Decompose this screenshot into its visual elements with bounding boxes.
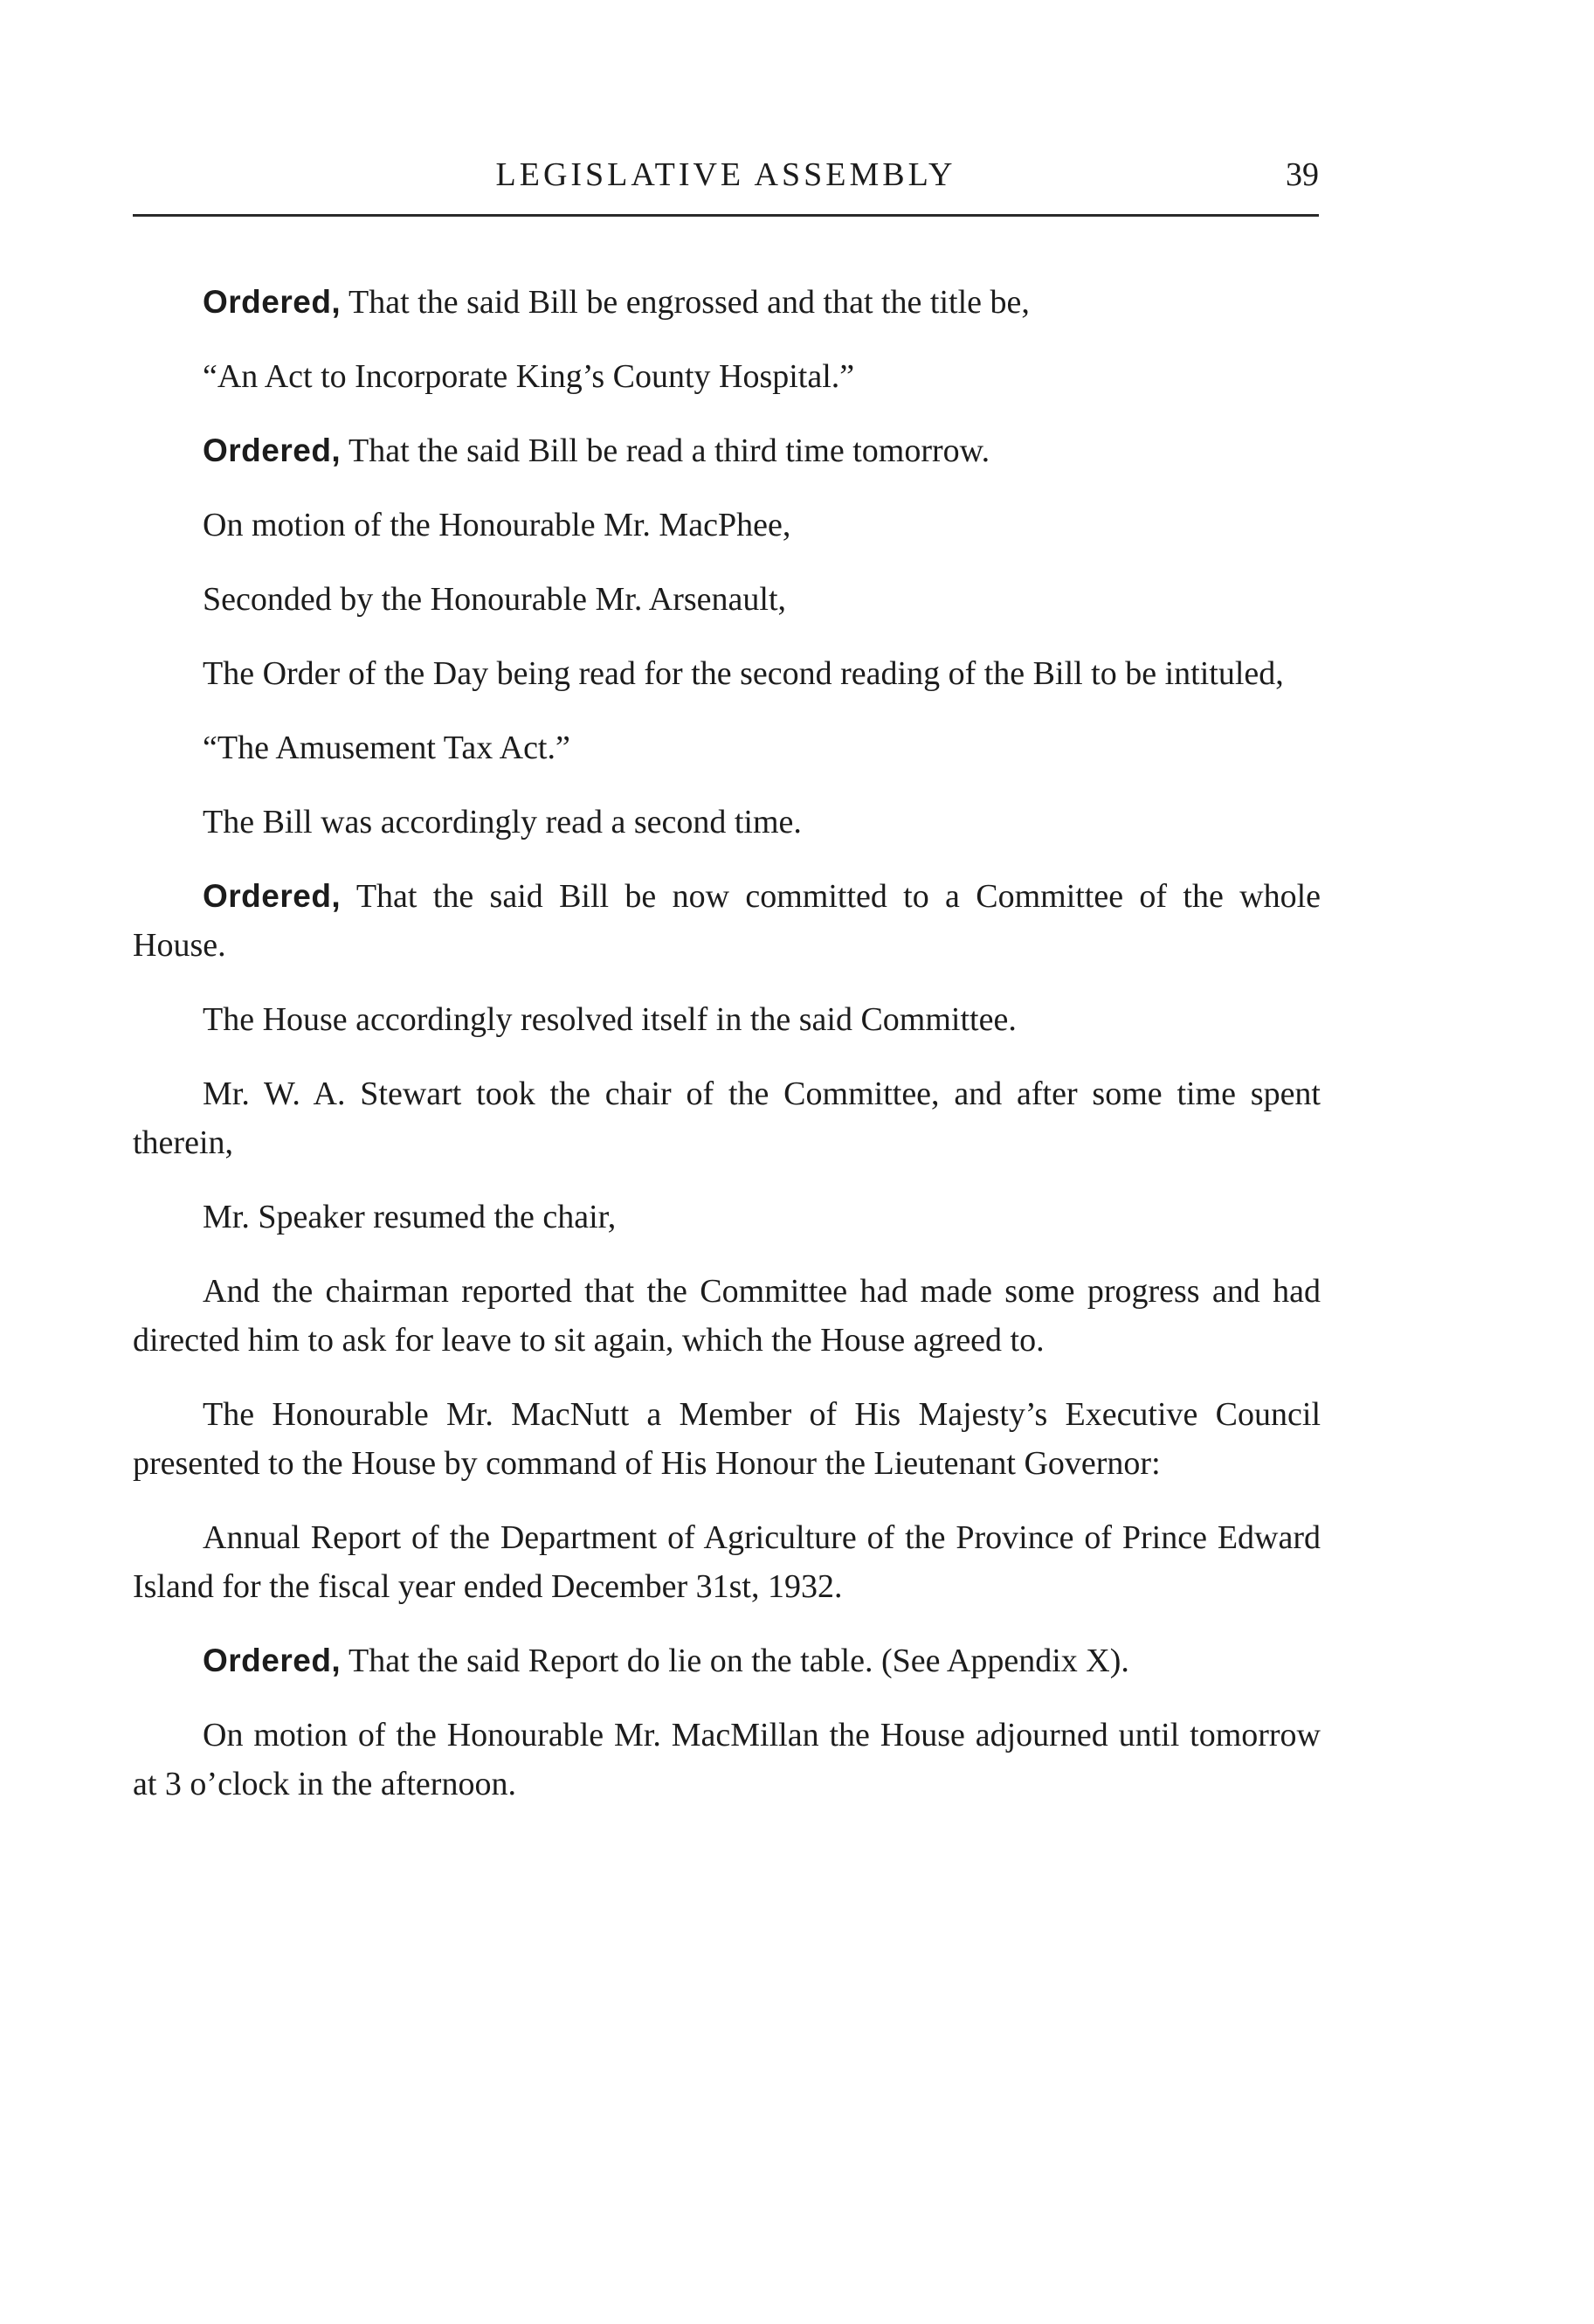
paragraph-lead: Ordered,: [203, 1643, 342, 1678]
paragraph: [133, 575, 1321, 624]
paragraph-text: And the chairman reported that the Committee had made some progress and had directed him to ask for leave to sit again, which the House agreed to.: [133, 1273, 1321, 1359]
paragraph-text: The Order of the Day being read for the second reading of the Bill to be intituled,: [203, 655, 1284, 692]
paragraph: [133, 1193, 1321, 1242]
body-text: [133, 278, 1321, 1834]
paragraph-lead: Ordered,: [203, 878, 342, 914]
paragraph: [133, 1267, 1321, 1365]
paragraph: [133, 426, 1321, 475]
paragraph-text: The Bill was accordingly read a second time.: [203, 804, 802, 840]
page-number: 39: [1286, 156, 1319, 193]
paragraph-text: The Honourable Mr. MacNutt a Member of His Majesty’s Executive Council presented to the House by command of His Honour the Lieutenant Governor:: [133, 1396, 1321, 1482]
paragraph: [133, 501, 1321, 550]
paragraph: [133, 1513, 1321, 1611]
paragraph: [133, 798, 1321, 847]
paragraph: [133, 352, 1321, 401]
paragraph: [133, 278, 1321, 327]
paragraph-text: “The Amusement Tax Act.”: [203, 730, 570, 766]
paragraph: [133, 1711, 1321, 1809]
paragraph-text: Mr. Speaker resumed the chair,: [203, 1199, 617, 1235]
paragraph-text: Seconded by the Honourable Mr. Arsenault,: [203, 581, 787, 618]
paragraph-text: The House accordingly resolved itself in the said Committee.: [203, 1001, 1017, 1038]
paragraph-text: On motion of the Honourable Mr. MacMillan the House adjourned until tomorrow at 3 o’clock in the afternoon.: [133, 1717, 1321, 1802]
paragraph-text: That the said Bill be now committed to a Committee of the whole House.: [133, 878, 1321, 964]
running-head: [133, 156, 1319, 199]
paragraph: [133, 723, 1321, 772]
paragraph: [133, 872, 1321, 970]
header-rule: [133, 214, 1319, 217]
paragraph: [133, 995, 1321, 1044]
paragraph-text: On motion of the Honourable Mr. MacPhee,: [203, 507, 791, 543]
paragraph-lead: Ordered,: [203, 432, 342, 468]
paragraph-text: That the said Bill be read a third time tomorrow.: [341, 432, 990, 469]
paragraph-text: Annual Report of the Department of Agriculture of the Province of Prince Edward Island for the fiscal year ended December 31st, 1932.: [133, 1519, 1321, 1605]
paragraph: [133, 649, 1321, 698]
paragraph: [133, 1390, 1321, 1488]
paragraph-text: That the said Bill be engrossed and that the title be,: [341, 284, 1030, 321]
running-title: LEGISLATIVE ASSEMBLY: [495, 156, 956, 193]
paragraph-text: “An Act to Incorporate King’s County Hospital.”: [203, 358, 855, 395]
paragraph: [133, 1069, 1321, 1167]
paragraph: [133, 1636, 1321, 1685]
paragraph-text: That the said Report do lie on the table. (See Appendix X).: [341, 1643, 1129, 1679]
paragraph-lead: Ordered,: [203, 284, 342, 320]
paragraph-text: Mr. W. A. Stewart took the chair of the Committee, and after some time spent therein,: [133, 1076, 1321, 1161]
